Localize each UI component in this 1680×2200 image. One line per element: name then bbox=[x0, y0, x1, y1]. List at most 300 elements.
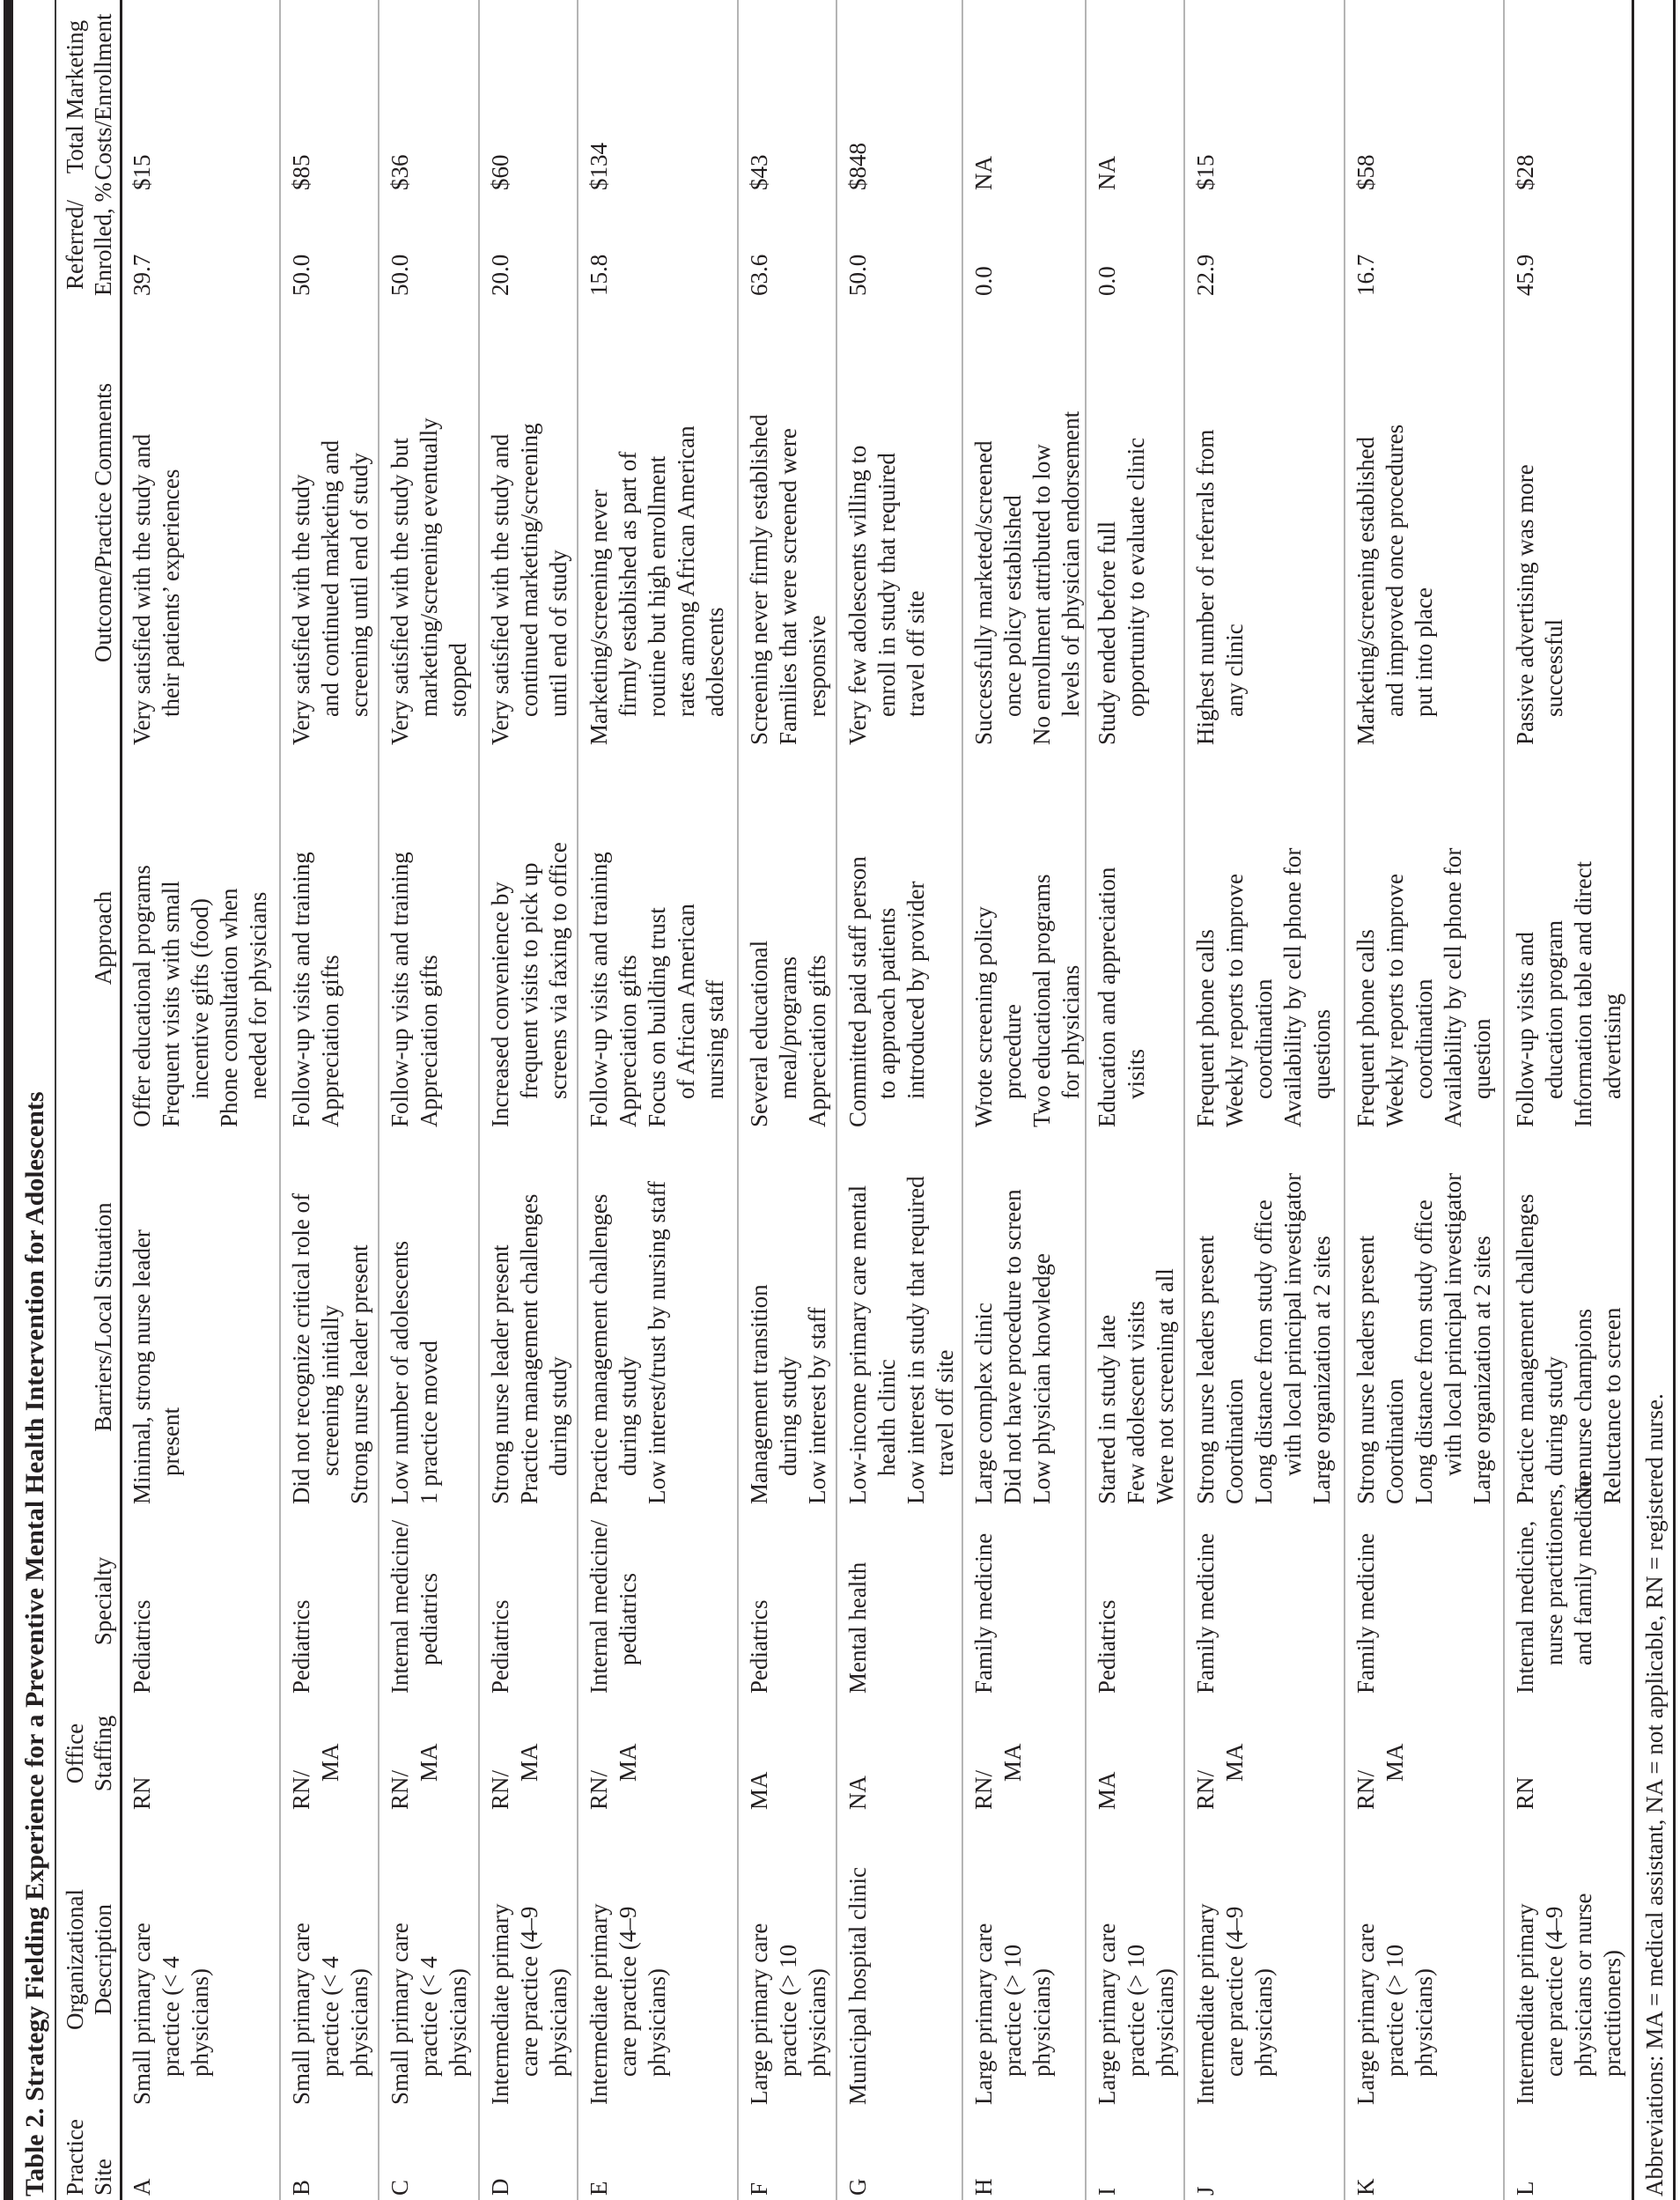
cell-text: Weekly reports to improve bbox=[1382, 874, 1408, 1127]
cell-text: NA bbox=[844, 1776, 871, 1810]
cell-site bbox=[1504, 2108, 1540, 2196]
cell-text: MA bbox=[317, 1743, 343, 1782]
cell-text: advertising bbox=[1599, 993, 1625, 1099]
cell-approach bbox=[738, 749, 832, 1127]
cell-text: 39.7 bbox=[129, 254, 155, 296]
cell-cost bbox=[479, 4, 515, 190]
cell-text: Study ended before full bbox=[1094, 520, 1120, 745]
cell-text: Families that were screened were bbox=[775, 428, 801, 745]
cell-text: 45.9 bbox=[1512, 254, 1538, 296]
cell-text: nurse practitioners, bbox=[1541, 1483, 1567, 1665]
cell-text: RN/ bbox=[288, 1769, 314, 1810]
cell-text: Very satisfied with the study but bbox=[387, 438, 413, 745]
cell-text: Intermediate primary bbox=[1512, 1903, 1538, 2105]
cell-text: physicians) bbox=[346, 1968, 372, 2077]
cell-text: $43 bbox=[746, 154, 772, 190]
cell-text: meal/programs bbox=[775, 956, 801, 1099]
page-bottom-rule bbox=[1673, 0, 1676, 2200]
column-header-label: Practice bbox=[62, 2119, 88, 2196]
cell-text: $848 bbox=[844, 143, 871, 190]
column-header-specialty bbox=[89, 1509, 117, 1694]
cell-barriers bbox=[1184, 1130, 1337, 1504]
table-row bbox=[836, 0, 962, 2200]
cell-text: 22.9 bbox=[1192, 254, 1219, 296]
cell-referred bbox=[1086, 194, 1122, 296]
cell-text: until end of study bbox=[545, 550, 571, 717]
cell-text: NA bbox=[1094, 156, 1120, 190]
cell-cost bbox=[578, 4, 614, 190]
cell-text: Coordination bbox=[1221, 1378, 1248, 1504]
column-header-label: Organizational bbox=[62, 1889, 88, 2030]
cell-text: travel off site bbox=[932, 1349, 958, 1476]
cell-referred bbox=[280, 194, 316, 296]
cell-text: Strong nurse leaders present bbox=[1352, 1235, 1379, 1504]
cell-site bbox=[578, 2108, 614, 2196]
cell-text: question bbox=[1469, 1018, 1495, 1099]
cell-text: Intermediate primary bbox=[586, 1903, 612, 2105]
table-bottom-rule bbox=[1632, 0, 1634, 2200]
column-header-referred bbox=[61, 182, 117, 296]
cell-referred bbox=[738, 194, 774, 296]
cell-specialty bbox=[1504, 1470, 1598, 1694]
cell-text: K bbox=[1352, 2178, 1379, 2196]
cell-text: successful bbox=[1541, 619, 1567, 717]
cell-text: Marketing/screening established bbox=[1352, 436, 1379, 745]
column-header-label: Staffing bbox=[90, 1715, 116, 1792]
cell-specialty bbox=[836, 1509, 873, 1694]
cell-text: nursing staff bbox=[702, 979, 728, 1099]
cell-staffing bbox=[578, 1697, 643, 1810]
cell-text: J bbox=[1192, 2186, 1219, 2196]
column-header-label: Description bbox=[90, 1904, 116, 2015]
cell-text: during study bbox=[615, 1356, 641, 1476]
cell-outcome bbox=[1086, 300, 1151, 745]
cell-referred bbox=[962, 194, 998, 296]
cell-text: B bbox=[288, 2179, 314, 2196]
cell-staffing bbox=[121, 1697, 157, 1810]
cell-text: 16.7 bbox=[1352, 254, 1379, 296]
cell-text: Reluctance to screen bbox=[1599, 1307, 1625, 1504]
cell-text: care practice (4–9 bbox=[615, 1906, 641, 2077]
cell-cost bbox=[1504, 4, 1540, 190]
cell-staffing bbox=[479, 1697, 544, 1810]
table-header-row bbox=[55, 0, 121, 2200]
cell-text: Large primary care bbox=[746, 1923, 772, 2105]
table-row bbox=[962, 0, 1086, 2200]
cell-text: Did not have procedure to screen bbox=[999, 1189, 1026, 1504]
cell-text: 0.0 bbox=[970, 266, 997, 296]
cell-text: MA bbox=[615, 1743, 641, 1782]
cell-text: their patients’ experiences bbox=[158, 469, 184, 717]
column-header-staffing bbox=[61, 1697, 117, 1810]
cell-site bbox=[1184, 2108, 1220, 2196]
cell-text: Large primary care bbox=[970, 1923, 997, 2105]
cell-text: 1 practice moved bbox=[416, 1340, 442, 1504]
cell-text: Follow-up visits and training bbox=[387, 852, 413, 1127]
cell-text: practitioners) bbox=[1599, 1950, 1625, 2077]
cell-text: Were not screening at all bbox=[1152, 1268, 1178, 1504]
cell-outcome bbox=[280, 300, 374, 745]
cell-text: opportunity to evaluate clinic bbox=[1123, 437, 1149, 717]
cell-text: Strong nurse leader present bbox=[346, 1244, 372, 1504]
column-header-approach bbox=[89, 749, 117, 1127]
cell-cost bbox=[121, 4, 157, 190]
cell-text: Long distance from study office bbox=[1411, 1200, 1437, 1504]
cell-text: $28 bbox=[1512, 154, 1538, 190]
cell-org bbox=[962, 1814, 1057, 2105]
cell-text: Focus on building trust bbox=[644, 907, 670, 1127]
cell-text: Follow-up visits and training bbox=[288, 852, 314, 1127]
cell-text: physicians) bbox=[1028, 1968, 1055, 2077]
cell-text: Low physician knowledge bbox=[1028, 1253, 1055, 1504]
cell-outcome bbox=[738, 300, 832, 745]
table-row bbox=[1345, 0, 1504, 2200]
cell-text: Pediatrics bbox=[746, 1599, 772, 1694]
cell-text: Intermediate primary bbox=[1192, 1903, 1219, 2105]
column-header-org bbox=[61, 1814, 117, 2105]
cell-text: during study bbox=[775, 1356, 801, 1476]
cell-text: 20.0 bbox=[487, 254, 513, 296]
cell-org bbox=[1345, 1814, 1439, 2105]
cell-text: Did not recognize critical role of bbox=[288, 1192, 314, 1504]
cell-text: any clinic bbox=[1221, 624, 1248, 717]
cell-org bbox=[479, 1814, 573, 2105]
cell-text: Low interest by staff bbox=[804, 1307, 830, 1504]
column-header-label: Site bbox=[90, 2158, 116, 2196]
cell-text: rates among African American bbox=[673, 425, 699, 717]
cell-text: A bbox=[129, 2178, 155, 2196]
cell-org bbox=[1504, 1814, 1627, 2105]
cell-text: questions bbox=[1308, 1008, 1335, 1099]
cell-barriers bbox=[379, 1130, 444, 1504]
cell-text: L bbox=[1512, 2181, 1538, 2196]
cell-text: screens via faxing to office bbox=[545, 842, 571, 1099]
table-row bbox=[738, 0, 836, 2200]
cell-outcome bbox=[1345, 300, 1439, 745]
cell-text: practice (> 10 bbox=[999, 1944, 1026, 2077]
cell-text: Coordination bbox=[1382, 1378, 1408, 1504]
cell-text: Very satisfied with the study and bbox=[487, 433, 513, 745]
cell-text: Appreciation gifts bbox=[416, 955, 442, 1127]
cell-text: physicians) bbox=[1250, 1968, 1277, 2077]
cell-text: RN bbox=[1512, 1776, 1538, 1810]
cell-outcome bbox=[1184, 300, 1249, 745]
table-row bbox=[379, 0, 479, 2200]
cell-text: levels of physician endorsement bbox=[1057, 410, 1084, 717]
cell-text: Follow-up visits and training bbox=[586, 852, 612, 1127]
cell-text: Screening never firmly established bbox=[746, 414, 772, 745]
column-header-cost bbox=[61, 4, 117, 190]
cell-cost bbox=[738, 4, 774, 190]
cell-text: care practice (4–9 bbox=[516, 1906, 542, 2077]
cell-text: MA bbox=[1221, 1743, 1248, 1782]
cell-text: G bbox=[844, 2178, 871, 2196]
cell-text: Increased convenience by bbox=[487, 882, 513, 1127]
cell-text: marketing/screening eventually bbox=[416, 417, 442, 717]
cell-text: Frequent phone calls bbox=[1352, 929, 1379, 1127]
cell-text: $85 bbox=[288, 154, 314, 190]
cell-text: Family medicine bbox=[1192, 1532, 1219, 1694]
cell-text: MA bbox=[1094, 1771, 1120, 1810]
column-header-label: Costs/Enrollment bbox=[90, 13, 116, 181]
cell-text: Strong nurse leaders present bbox=[1192, 1235, 1219, 1504]
table-row bbox=[280, 0, 379, 2200]
cell-text: Low interest/trust by nursing staff bbox=[644, 1181, 670, 1504]
cell-staffing bbox=[738, 1697, 774, 1810]
cell-text: Very satisfied with the study bbox=[288, 474, 314, 745]
cell-org bbox=[1184, 1814, 1278, 2105]
cell-text: 15.8 bbox=[586, 254, 612, 296]
cell-site bbox=[1345, 2108, 1381, 2196]
cell-text: $134 bbox=[586, 143, 612, 190]
cell-org bbox=[578, 1814, 672, 2105]
cell-text: Low-income primary care mental bbox=[844, 1185, 871, 1504]
cell-cost bbox=[962, 4, 998, 190]
cell-referred bbox=[1504, 194, 1540, 296]
cell-text: screening initially bbox=[317, 1304, 343, 1476]
cell-site bbox=[280, 2108, 316, 2196]
cell-text: stopped bbox=[445, 643, 471, 717]
cell-text: Strong nurse leader present bbox=[487, 1244, 513, 1504]
cell-site bbox=[121, 2108, 157, 2196]
cell-text: F bbox=[746, 2182, 772, 2196]
cell-cost bbox=[280, 4, 316, 190]
cell-site bbox=[1086, 2108, 1122, 2196]
cell-text: Marketing/screening never bbox=[586, 489, 612, 745]
cell-text: Weekly reports to improve bbox=[1221, 874, 1248, 1127]
cell-text: Successfully marketed/screened bbox=[970, 440, 997, 745]
cell-text: Information table and direct bbox=[1570, 860, 1596, 1127]
cell-text: and continued marketing and bbox=[317, 439, 343, 717]
cell-text: with local principal investigator bbox=[1279, 1172, 1306, 1476]
cell-text: Several educational bbox=[746, 940, 772, 1127]
cell-text: Small primary care bbox=[387, 1923, 413, 2105]
cell-site bbox=[738, 2108, 774, 2196]
cell-approach bbox=[578, 749, 730, 1127]
cell-site bbox=[379, 2108, 415, 2196]
cell-text: Large organization at 2 sites bbox=[1469, 1236, 1495, 1504]
cell-specialty bbox=[121, 1509, 157, 1694]
cell-text: Frequent phone calls bbox=[1192, 929, 1219, 1127]
cell-text: during study bbox=[545, 1356, 571, 1476]
cell-text: physicians) bbox=[545, 1968, 571, 2077]
column-header-label: Referred/ bbox=[62, 200, 88, 290]
cell-text: physicians) bbox=[187, 1968, 213, 2077]
cell-approach bbox=[962, 749, 1086, 1127]
cell-text: C bbox=[387, 2179, 413, 2196]
cell-text: Family medicine bbox=[1352, 1532, 1379, 1694]
table-row bbox=[479, 0, 578, 2200]
cell-text: care practice (4–9 bbox=[1541, 1906, 1567, 2077]
cell-text: MA bbox=[516, 1743, 542, 1782]
cell-barriers bbox=[962, 1130, 1057, 1504]
cell-text: RN/ bbox=[387, 1769, 413, 1810]
cell-text: continued marketing/screening bbox=[516, 423, 542, 717]
cell-specialty bbox=[738, 1509, 774, 1694]
table-row bbox=[578, 0, 738, 2200]
cell-org bbox=[1086, 1814, 1180, 2105]
cell-approach bbox=[836, 749, 931, 1127]
cell-referred bbox=[1184, 194, 1220, 296]
cell-text: adolescents bbox=[702, 607, 728, 717]
cell-text: Low number of adolescents bbox=[387, 1240, 413, 1504]
cell-text: coordination bbox=[1250, 978, 1277, 1099]
cell-text: and family medicine bbox=[1570, 1470, 1596, 1665]
cell-text: physicians) bbox=[644, 1968, 670, 2077]
cell-text: Appreciation gifts bbox=[615, 955, 641, 1127]
cell-text: MA bbox=[999, 1743, 1026, 1782]
cell-referred bbox=[121, 194, 157, 296]
column-header-label: Total Marketing bbox=[62, 19, 88, 174]
cell-text: put into place bbox=[1411, 587, 1437, 717]
cell-text: RN/ bbox=[1192, 1769, 1219, 1810]
cell-text: of African American bbox=[673, 904, 699, 1099]
cell-text: Large primary care bbox=[1094, 1923, 1120, 2105]
cell-text: Started in study late bbox=[1094, 1314, 1120, 1504]
cell-text: MA bbox=[1382, 1743, 1408, 1782]
cell-staffing bbox=[1184, 1697, 1249, 1810]
cell-specialty bbox=[379, 1509, 444, 1694]
cell-approach bbox=[1345, 749, 1497, 1127]
abbreviations-footnote: Abbreviations: MA = medical assistant, NA = not applicable, RN = registered nurse. bbox=[1641, 1393, 1668, 2196]
cell-org bbox=[121, 1814, 215, 2105]
cell-text: needed for physicians bbox=[245, 891, 271, 1099]
column-header-label: Barriers/Local Situation bbox=[90, 1202, 116, 1432]
cell-text: Practice management challenges bbox=[1512, 1193, 1538, 1504]
cell-referred bbox=[1345, 194, 1381, 296]
cell-text: Follow-up visits and bbox=[1512, 931, 1538, 1127]
cell-text: H bbox=[970, 2178, 997, 2196]
cell-text: Large complex clinic bbox=[970, 1303, 997, 1504]
cell-text: Management transition bbox=[746, 1284, 772, 1504]
cell-text: practice (< 4 bbox=[416, 1956, 442, 2077]
cell-outcome bbox=[578, 300, 730, 745]
cell-text: screening until end of study bbox=[346, 453, 372, 717]
cell-text: physicians or nurse bbox=[1570, 1893, 1596, 2077]
cell-staffing bbox=[379, 1697, 444, 1810]
cell-referred bbox=[479, 194, 515, 296]
cell-text: physicians) bbox=[445, 1968, 471, 2077]
cell-referred bbox=[379, 194, 415, 296]
cell-barriers bbox=[578, 1130, 672, 1504]
cell-text: 50.0 bbox=[387, 254, 413, 296]
cell-text: once policy established bbox=[999, 495, 1026, 717]
cell-text: RN/ bbox=[1352, 1769, 1379, 1810]
cell-text: 63.6 bbox=[746, 254, 772, 296]
cell-text: coordination bbox=[1411, 978, 1437, 1099]
column-header-outcome bbox=[89, 300, 117, 745]
cell-text: practice (> 10 bbox=[1123, 1944, 1149, 2077]
cell-text: Low interest in study that required bbox=[903, 1176, 929, 1504]
cell-text: Pediatrics bbox=[288, 1599, 314, 1694]
cell-text: Availability by cell phone for bbox=[1279, 847, 1306, 1127]
cell-text: incentive gifts (food) bbox=[187, 898, 213, 1099]
cell-approach bbox=[1504, 749, 1627, 1127]
cell-text: Few adolescent visits bbox=[1123, 1301, 1149, 1504]
cell-text: $36 bbox=[387, 154, 413, 190]
cell-approach bbox=[1184, 749, 1337, 1127]
cell-text: Appreciation gifts bbox=[317, 955, 343, 1127]
cell-text: Highest number of referrals from bbox=[1192, 429, 1219, 745]
cell-text: care practice (4–9 bbox=[1221, 1906, 1248, 2077]
cell-staffing bbox=[836, 1697, 873, 1810]
cell-outcome bbox=[836, 300, 931, 745]
cell-barriers bbox=[1345, 1130, 1497, 1504]
column-header-label: Office bbox=[62, 1723, 88, 1784]
cell-text: travel off site bbox=[903, 590, 929, 717]
cell-text: Availability by cell phone for bbox=[1440, 847, 1466, 1127]
cell-text: practice (< 4 bbox=[158, 1956, 184, 2077]
table-row bbox=[1184, 0, 1345, 2200]
cell-text: Minimal, strong nurse leader bbox=[129, 1229, 155, 1504]
cell-specialty bbox=[1086, 1509, 1122, 1694]
cell-text: physicians) bbox=[1152, 1968, 1178, 2077]
cell-text: 50.0 bbox=[844, 254, 871, 296]
cell-org bbox=[379, 1814, 473, 2105]
cell-text: $58 bbox=[1352, 154, 1379, 190]
cell-text: and improved once procedures bbox=[1382, 424, 1408, 717]
cell-text: practice (< 4 bbox=[317, 1956, 343, 2077]
cell-text: physicians) bbox=[1411, 1968, 1437, 2077]
cell-text: MA bbox=[416, 1743, 442, 1782]
cell-text: Practice management challenges bbox=[586, 1193, 612, 1504]
cell-org bbox=[836, 1814, 873, 2105]
cell-text: procedure bbox=[999, 1004, 1026, 1099]
table-row bbox=[121, 0, 280, 2200]
cell-specialty bbox=[962, 1509, 998, 1694]
cell-text: No enrollment attributed to low bbox=[1028, 444, 1055, 745]
cell-barriers bbox=[479, 1130, 573, 1504]
cell-outcome bbox=[1504, 300, 1569, 745]
cell-specialty bbox=[1345, 1509, 1381, 1694]
cell-text: Internal medicine/ bbox=[387, 1519, 413, 1694]
cell-text: practice (> 10 bbox=[1382, 1944, 1408, 2077]
cell-staffing bbox=[962, 1697, 1028, 1810]
cell-text: $15 bbox=[1192, 154, 1219, 190]
cell-text: E bbox=[586, 2181, 612, 2196]
cell-text: Family medicine bbox=[970, 1532, 997, 1694]
cell-text: Pediatrics bbox=[1094, 1599, 1120, 1694]
cell-text: Practice management challenges bbox=[516, 1193, 542, 1504]
cell-text: frequent visits to pick up bbox=[516, 862, 542, 1099]
cell-site bbox=[962, 2108, 998, 2196]
cell-cost bbox=[836, 4, 873, 190]
cell-text: routine but high enrollment bbox=[644, 455, 670, 717]
cell-outcome bbox=[121, 300, 186, 745]
cell-cost bbox=[1184, 4, 1220, 190]
cell-text: Pediatrics bbox=[487, 1599, 513, 1694]
cell-approach bbox=[479, 749, 573, 1127]
cell-text: $60 bbox=[487, 154, 513, 190]
cell-site bbox=[479, 2108, 515, 2196]
cell-org bbox=[280, 1814, 374, 2105]
cell-text: RN/ bbox=[487, 1769, 513, 1810]
cell-text: with local principal investigator bbox=[1440, 1172, 1466, 1476]
cell-text: present bbox=[158, 1407, 184, 1476]
cell-approach bbox=[121, 749, 273, 1127]
cell-text: Large primary care bbox=[1352, 1923, 1379, 2105]
cell-barriers bbox=[738, 1130, 832, 1504]
cell-text: for physicians bbox=[1057, 964, 1084, 1099]
cell-text: Internal medicine, bbox=[1512, 1520, 1538, 1694]
cell-text: during study bbox=[1541, 1356, 1567, 1476]
cell-text: Two educational programs bbox=[1028, 874, 1055, 1127]
cell-text: Very few adolescents willing to bbox=[844, 445, 871, 745]
cell-text: D bbox=[487, 2178, 513, 2196]
table-row bbox=[1504, 0, 1632, 2200]
cell-specialty bbox=[1184, 1509, 1220, 1694]
cell-approach bbox=[1086, 749, 1151, 1127]
